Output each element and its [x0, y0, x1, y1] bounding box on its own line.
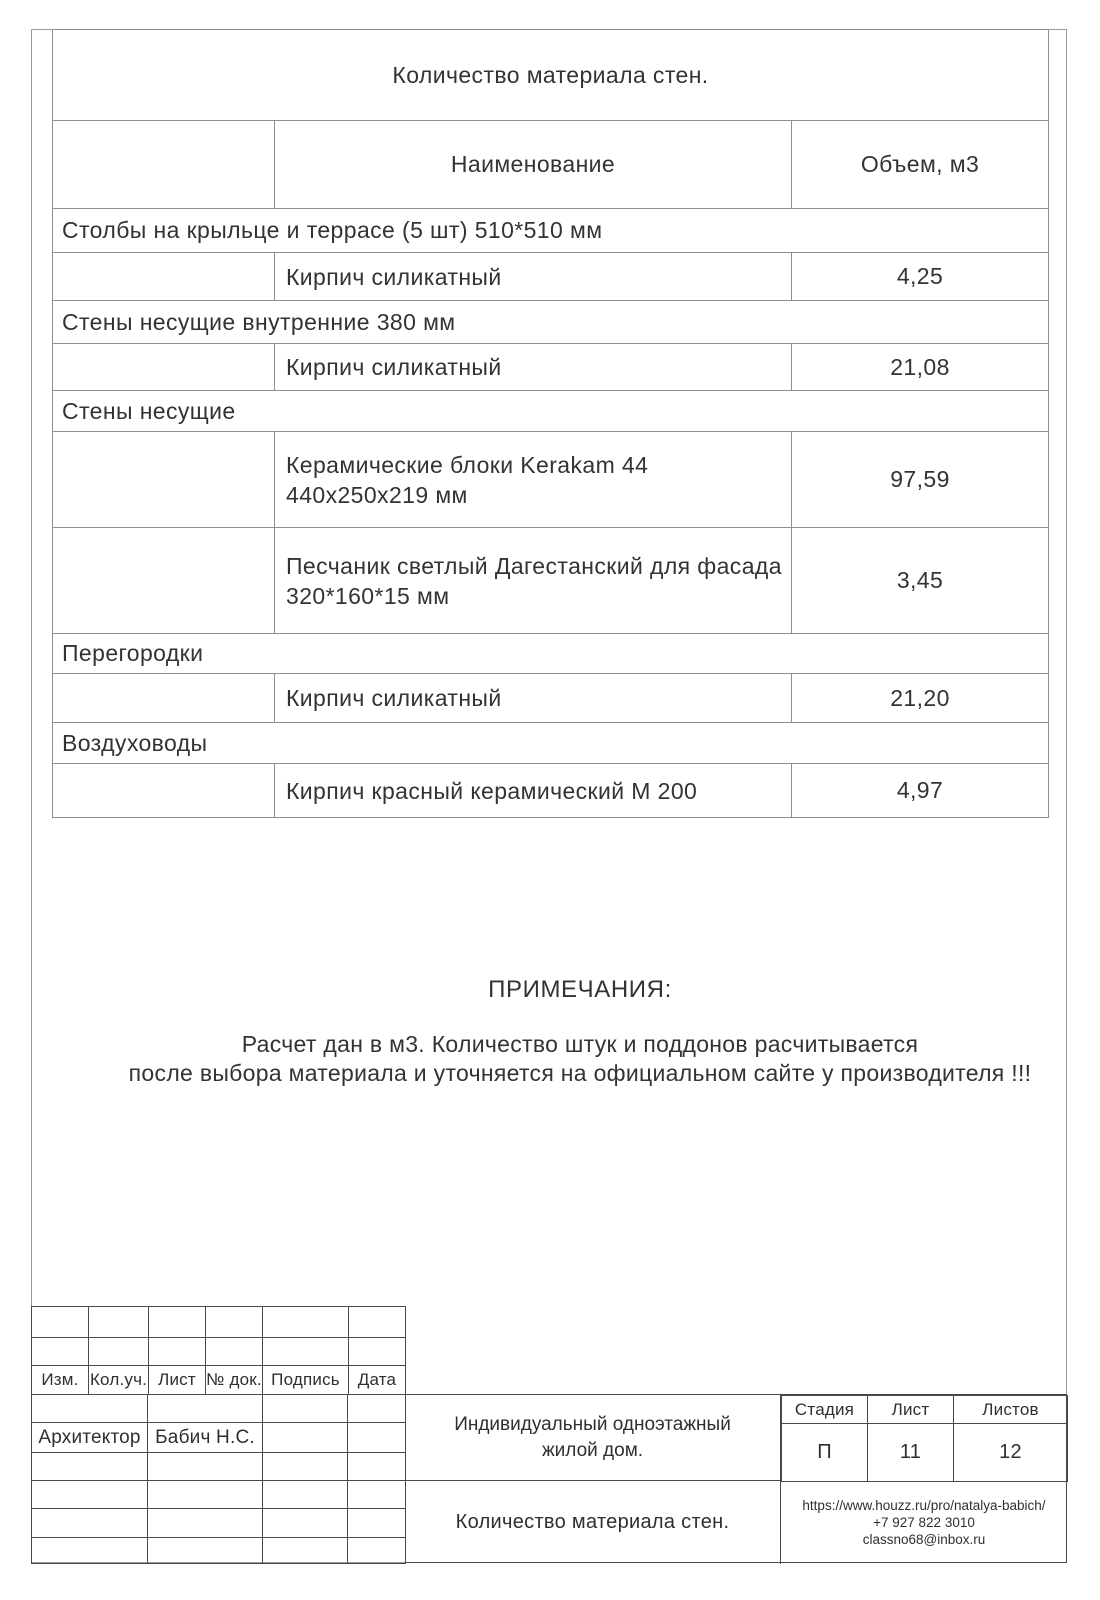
item-empty-cell [53, 432, 275, 528]
stage-header-listov: Листов [954, 1396, 1068, 1424]
signature-empty-cell [32, 1538, 148, 1564]
project-title-line2: жилой дом. [541, 1439, 644, 1461]
item-name: Кирпич силикатный [275, 674, 792, 723]
signature-empty-cell [263, 1453, 348, 1481]
revision-empty-cell [263, 1307, 349, 1338]
role-name-architect: Бабич Н.С. [148, 1423, 263, 1453]
revision-empty-cell [349, 1307, 406, 1338]
revision-empty-cell [206, 1307, 263, 1338]
notes-body [60, 1030, 1100, 1088]
signature-empty-cell [348, 1423, 406, 1453]
signature-empty-cell [32, 1481, 148, 1509]
revision-empty-cell [32, 1307, 89, 1338]
revision-empty-cell [206, 1338, 263, 1366]
revision-table-upper [31, 1306, 406, 1395]
signature-empty-cell [148, 1509, 263, 1538]
item-name: Кирпич силикатный [275, 253, 792, 301]
project-title-cell [405, 1395, 781, 1481]
signature-empty-cell [148, 1453, 263, 1481]
revision-header-data: Дата [349, 1366, 406, 1395]
item-name-line1: Керамические блоки Kerakam 44 [286, 451, 649, 478]
signature-empty-cell [348, 1395, 406, 1423]
contact-email: classno68@inbox.ru [862, 1532, 986, 1547]
section-row-partitions: Перегородки [53, 634, 1049, 674]
signature-empty-cell [32, 1453, 148, 1481]
revision-empty-cell [149, 1338, 206, 1366]
revision-empty-cell [149, 1307, 206, 1338]
revision-empty-cell [263, 1338, 349, 1366]
sheet-count-value: 12 [954, 1424, 1068, 1482]
stage-header-list: Лист [868, 1396, 954, 1424]
signature-empty-cell [148, 1395, 263, 1423]
revision-empty-cell [89, 1338, 149, 1366]
item-name: Кирпич силикатный [275, 344, 792, 391]
item-empty-cell [53, 253, 275, 301]
table-title: Количество материала стен. [53, 30, 1049, 121]
notes-heading: ПРИМЕЧАНИЯ: [488, 976, 672, 1003]
notes-line2: после выбора материала и уточняется на официальном сайте у производителя !!! [128, 1060, 1032, 1086]
revision-header-izm: Изм. [32, 1366, 89, 1395]
item-empty-cell [53, 528, 275, 634]
item-name-line2: 440х250х219 мм [286, 481, 468, 508]
role-label-architect: Архитектор [32, 1423, 148, 1453]
revision-empty-cell [89, 1307, 149, 1338]
header-empty-cell [53, 121, 275, 209]
doc-title-cell: Количество материала стен. [405, 1481, 781, 1564]
titleblock-right [405, 1394, 1067, 1563]
signature-empty-cell [32, 1395, 148, 1423]
signature-empty-cell [348, 1453, 406, 1481]
signature-empty-cell [263, 1395, 348, 1423]
item-volume: 4,25 [792, 253, 1049, 301]
revision-header-podpis: Подпись [263, 1366, 349, 1395]
section-row-inner-walls: Стены несущие внутренние 380 мм [53, 301, 1049, 344]
contact-url: https://www.houzz.ru/pro/natalya-babich/ [802, 1498, 1046, 1513]
signature-empty-cell [348, 1509, 406, 1538]
signature-empty-cell [148, 1538, 263, 1564]
revision-header-ndok: № док. [206, 1366, 263, 1395]
materials-table [52, 29, 1049, 818]
item-volume: 21,20 [792, 674, 1049, 723]
item-volume: 4,97 [792, 764, 1049, 818]
signature-empty-cell [348, 1538, 406, 1564]
revision-header-koluch: Кол.уч. [89, 1366, 149, 1395]
item-volume: 21,08 [792, 344, 1049, 391]
section-row-bearing-walls: Стены несущие [53, 391, 1049, 432]
stage-value: П [782, 1424, 868, 1482]
item-name-line2: 320*160*15 мм [286, 582, 450, 609]
revision-table-lower [31, 1394, 406, 1564]
contact-cell [781, 1481, 1067, 1564]
signature-empty-cell [263, 1538, 348, 1564]
signature-empty-cell [32, 1509, 148, 1538]
item-empty-cell [53, 764, 275, 818]
notes-line1: Расчет дан в м3. Количество штук и поддонов расчитывается [241, 1031, 919, 1057]
item-empty-cell [53, 674, 275, 723]
signature-empty-cell [263, 1423, 348, 1453]
project-title-line1: Индивидуальный одноэтажный [454, 1413, 731, 1435]
stage-header-stadia: Стадия [782, 1396, 868, 1424]
item-name [275, 432, 792, 528]
sheet-number-value: 11 [868, 1424, 954, 1482]
revision-empty-cell [32, 1338, 89, 1366]
signature-empty-cell [263, 1481, 348, 1509]
item-name-line1: Песчаник светлый Дагестанский для фасада [286, 552, 782, 579]
signature-empty-cell [263, 1509, 348, 1538]
item-name [275, 528, 792, 634]
item-volume: 3,45 [792, 528, 1049, 634]
revision-empty-cell [349, 1338, 406, 1366]
section-row-air-ducts: Воздуховоды [53, 723, 1049, 764]
contact-phone: +7 927 822 3010 [873, 1515, 975, 1530]
item-volume: 97,59 [792, 432, 1049, 528]
item-name: Кирпич красный керамический М 200 [275, 764, 792, 818]
column-header-name: Наименование [275, 121, 792, 209]
signature-empty-cell [148, 1481, 263, 1509]
signature-empty-cell [348, 1481, 406, 1509]
revision-header-list: Лист [149, 1366, 206, 1395]
stage-table [781, 1395, 1068, 1482]
column-header-volume: Объем, м3 [792, 121, 1049, 209]
item-empty-cell [53, 344, 275, 391]
section-row-pillars: Столбы на крыльце и террасе (5 шт) 510*510 мм [53, 209, 1049, 253]
